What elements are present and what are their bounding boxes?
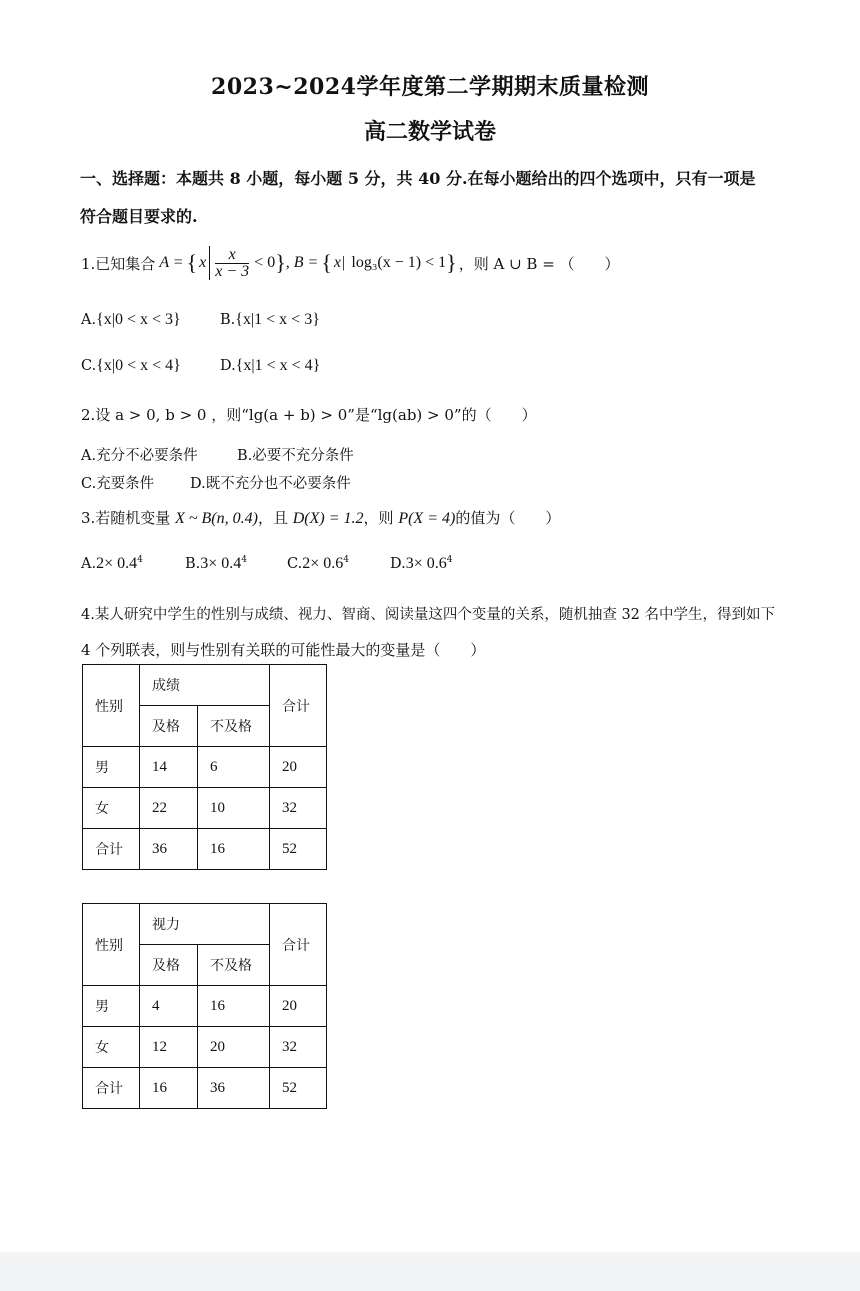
row-header: 性别 [83,665,140,747]
q2-option-d[interactable]: D.既不充分也不必要条件 [190,476,351,492]
table-row: 男 14 6 20 [83,747,327,788]
section-heading-line2: 符合题目要求的. [80,207,198,226]
viewer-bottom-bar [0,1252,860,1291]
contingency-table-vision [82,903,327,1109]
table-row: 合计 36 16 52 [83,829,327,870]
sub-header-fail: 不及格 [198,945,270,986]
q1-cond-b: log₃(x − 1) < 1 [351,254,447,271]
q1-frac-num: x [215,247,249,264]
q1-option-a[interactable]: A.{x|0 < x < 3} [81,311,181,328]
q3-option-b[interactable]: $B.3\times 0.4^4$ [185,555,248,572]
question-3-stem: 3.若随机变量 X ~ B(n, 0.4)，且 D(X) = 1.2，则 P(X = 4)的值为（ ） [81,509,561,527]
exam-subtitle: 高二数学试卷 [363,119,496,145]
q1-ask: ，则 A ∪ B = （ ） [458,254,620,273]
table-row: 男 4 16 20 [83,986,327,1027]
q1-prefix: 1.已知集合 [81,254,156,273]
q3-option-d[interactable]: $D.3\times 0.6^4$ [390,555,453,572]
q2-option-a[interactable]: A.充分不必要条件 [81,448,198,464]
q1-set-b: , B = [285,254,319,271]
q2-option-b[interactable]: B.必要不充分条件 [237,448,354,464]
q1-option-b[interactable]: B.{x|1 < x < 3} [220,311,320,328]
q1-cond-a: < 0 [254,254,276,271]
group-header: 成绩 [140,665,270,706]
exam-title: 2023~2024学年度第二学期期末质量检测 [211,74,649,100]
total-header: 合计 [270,904,327,986]
table-row: 女 12 20 32 [83,1027,327,1068]
question-4-line2: 4 个列联表，则与性别有关联的可能性最大的变量是（ ） [81,641,486,659]
q3-option-a[interactable]: $A.2\times 0.4^4$ [81,555,143,572]
row-header: 性别 [83,904,140,986]
q1-fraction [215,247,249,280]
sub-header-pass: 及格 [140,706,198,747]
q3-option-c[interactable]: $C.2\times 0.6^4$ [287,555,349,572]
q1-option-d[interactable]: D.{x|1 < x < 4} [220,357,321,374]
q1-frac-den: x − 3 [215,262,250,280]
sub-header-fail: 不及格 [198,706,270,747]
question-2-stem: 2.设 a > 0, b > 0 ，则“lg(a + b) > 0”是“lg(ab) > 0”的（ ） [81,406,537,424]
question-4-line1: 4.某人研究中学生的性别与成绩、视力、智商、阅读量这四个变量的关系，随机抽查 32 名中学生，得到如下 [81,607,775,623]
group-header: 视力 [140,904,270,945]
table-row: 女 22 10 32 [83,788,327,829]
table-row: 合计 16 36 52 [83,1068,327,1109]
section-heading-line1: 一、选择题：本题共 8 小题，每小题 5 分，共 40 分.在每小题给出的四个选项中，只有一项是 [80,169,756,188]
q2-option-c[interactable]: C.充要条件 [81,476,155,492]
q1-set-a: A = [159,254,184,271]
contingency-table-grades [82,664,327,870]
sub-header-pass: 及格 [140,945,198,986]
total-header: 合计 [270,665,327,747]
q1-option-c[interactable]: C.{x|0 < x < 4} [81,357,181,374]
question-1-stem: 1.已知集合 A = { x $\frac{x}{x - 3}$ < 0 } , B = { x| log₃(x − 1) < 1 } ，则 A ∪ B = （ ） [81,245,620,280]
